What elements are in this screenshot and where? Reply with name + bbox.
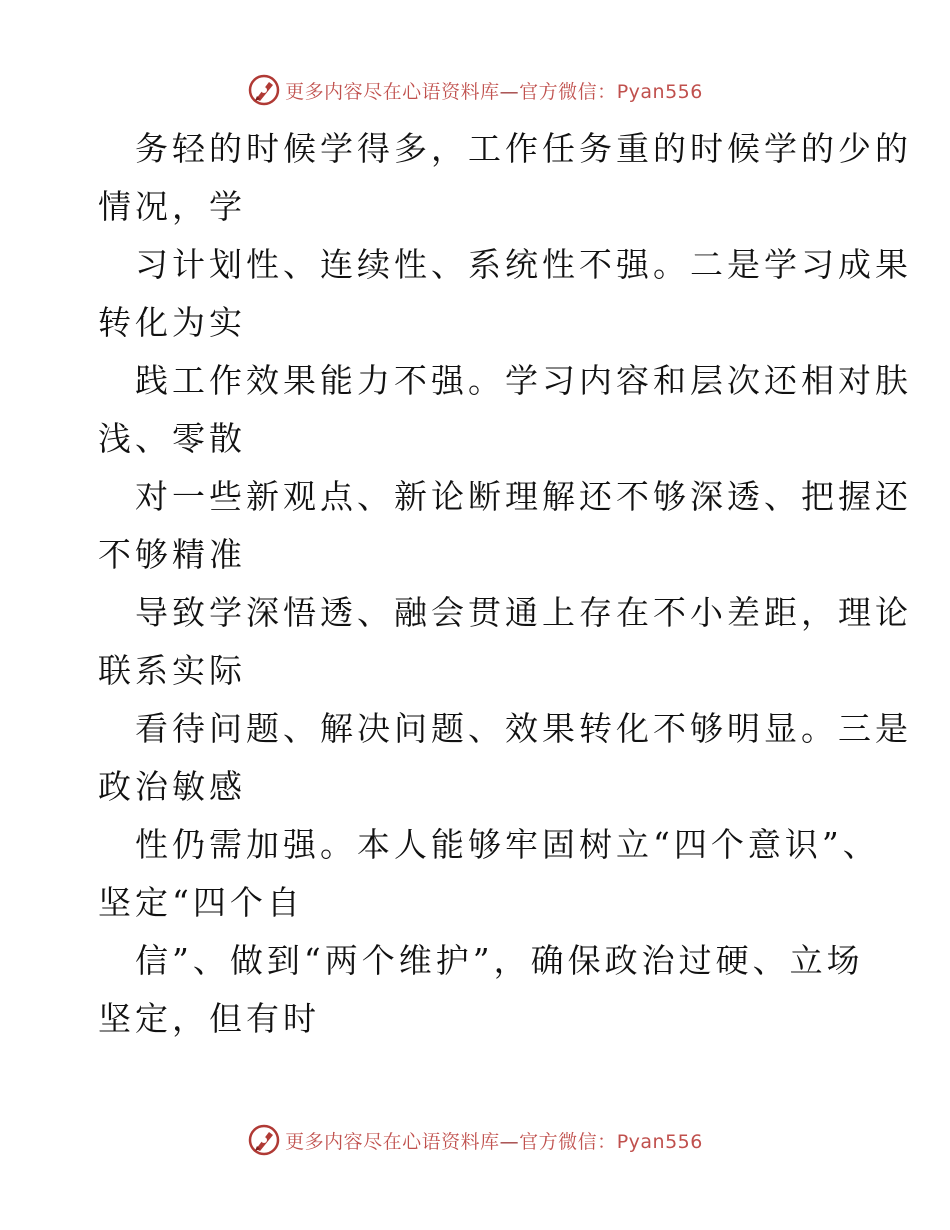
paragraph-line: 习计划性、连续性、系统性不强。二是学习成果 (135, 245, 912, 284)
paragraph-line: 政治敏感 (98, 767, 246, 806)
paragraph-line: 转化为实 (98, 303, 246, 342)
paragraph (98, 700, 912, 816)
paragraph-line: 情况，学 (98, 187, 246, 226)
footer-banner-text (285, 1127, 703, 1154)
quill-pen-logo-icon (247, 1123, 281, 1157)
footer-wechat-label: 官方微信： (519, 1130, 617, 1153)
footer-wechat-id: Pyan556 (616, 1130, 703, 1153)
header-wechat-id: Pyan556 (616, 80, 703, 103)
paragraph (98, 584, 912, 700)
footer-site-name: 更多内容尽在心语资料库 (285, 1130, 500, 1153)
paragraph-line: 坚定“四个自 (98, 883, 304, 922)
paragraph-line: 信”、做到“两个维护”，确保政治过硬、立场 (135, 941, 864, 980)
paragraph (98, 120, 912, 236)
paragraph-line: 对一些新观点、新论断理解还不够深透、把握还 (135, 477, 912, 516)
header-site-name: 更多内容尽在心语资料库 (285, 80, 500, 103)
paragraph (98, 932, 864, 1048)
paragraph (98, 236, 912, 352)
paragraph-line: 导致学深悟透、融会贯通上存在不小差距，理论 (135, 593, 912, 632)
footer-separator: — (499, 1130, 520, 1153)
paragraph-line: 浅、零散 (98, 419, 246, 458)
header-separator: — (499, 80, 520, 103)
paragraph-line: 践工作效果能力不强。学习内容和层次还相对肤 (135, 361, 912, 400)
paragraph-line: 联系实际 (98, 651, 246, 690)
footer-banner (0, 1120, 950, 1160)
paragraph-line: 看待问题、解决问题、效果转化不够明显。三是 (135, 709, 912, 748)
paragraph (98, 352, 912, 468)
document-body (98, 120, 912, 1048)
paragraph-line: 性仍需加强。本人能够牢固树立“四个意识”、 (135, 825, 880, 864)
paragraph-line: 不够精准 (98, 535, 246, 574)
paragraph-line: 务轻的时候学得多，工作任务重的时候学的少的 (135, 129, 912, 168)
header-wechat-label: 官方微信： (519, 80, 617, 103)
header-banner (0, 70, 950, 110)
paragraph (98, 468, 912, 584)
paragraph (98, 816, 880, 932)
quill-pen-logo-icon (247, 73, 281, 107)
header-banner-text (285, 77, 703, 104)
paragraph-line: 坚定，但有时 (98, 999, 320, 1038)
